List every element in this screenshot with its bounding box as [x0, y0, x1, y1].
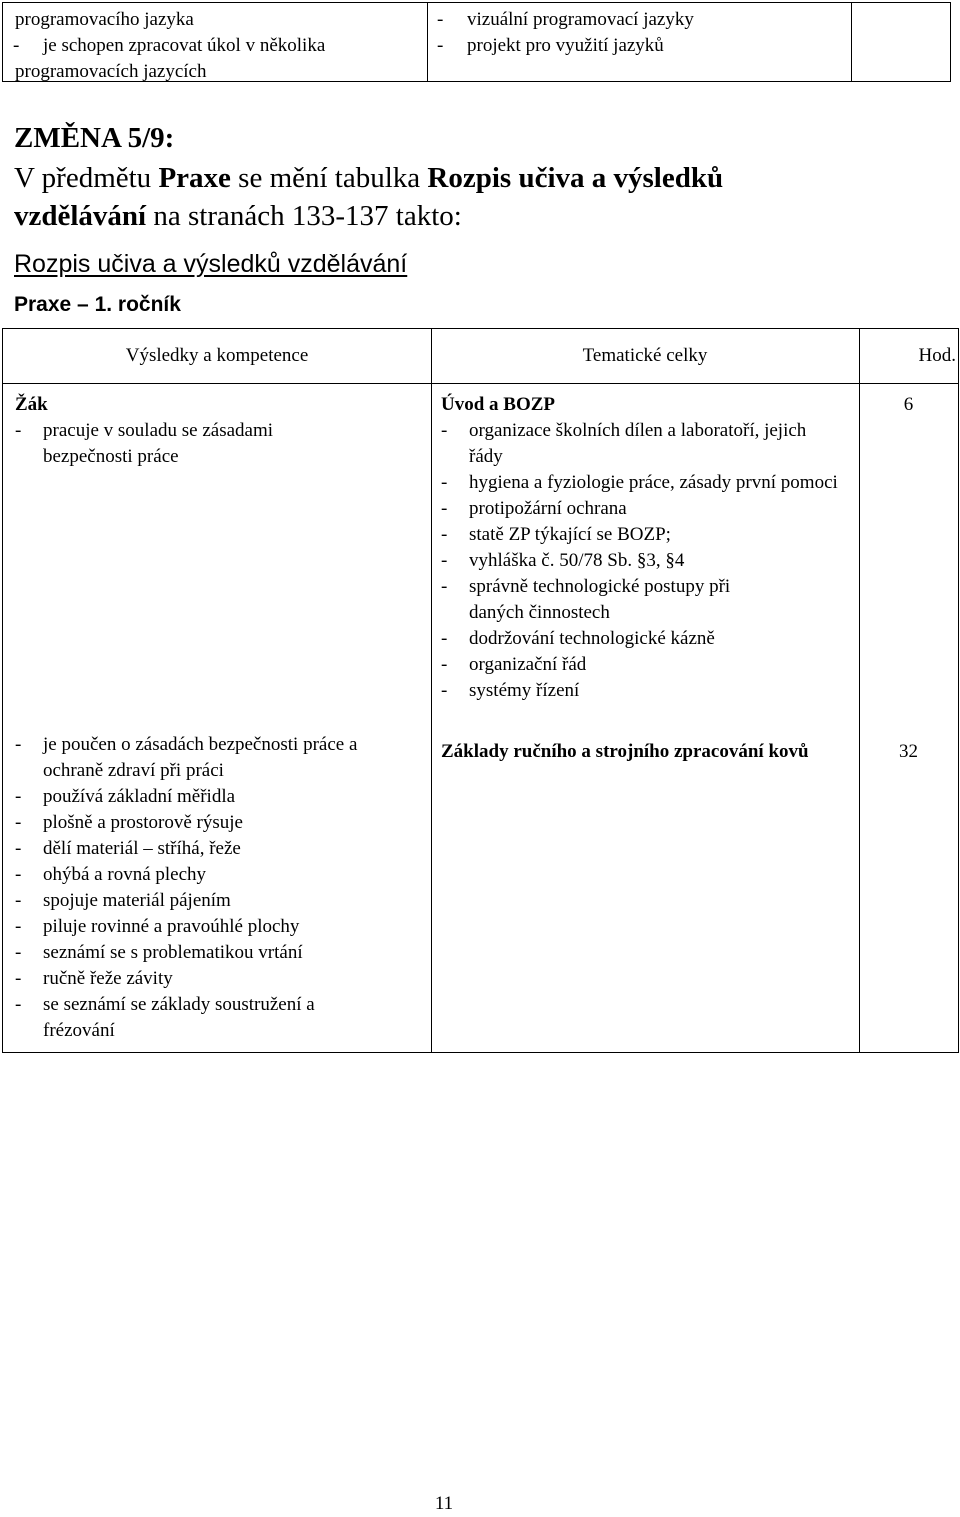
left-cell-line: programovacího jazyka: [15, 9, 194, 30]
column-divider: [427, 3, 428, 81]
change-line-1: V předmětu Praxe se mění tabulka Rozpis učiva a výsledků: [14, 162, 724, 194]
section-title: Rozpis učiva a výsledků vzdělávání: [14, 250, 408, 278]
list-item: - protipožární ochrana: [441, 496, 846, 522]
list-item: - seznámí se s problematikou vrtání: [15, 940, 415, 966]
list-item: - pracuje v souladu se zásadami bezpečnosti práce: [15, 418, 415, 470]
list-item: - ručně řeže závity: [15, 966, 415, 992]
list-item: - systémy řízení: [441, 678, 846, 704]
list-item: - organizace školních dílen a laboratoří, jejich řády: [441, 418, 846, 470]
column-divider: [859, 329, 860, 1052]
left-cell-line: je schopen zpracovat úkol v několika: [43, 35, 326, 56]
column-divider: [851, 3, 852, 81]
column-divider: [431, 329, 432, 1052]
results-list: [15, 732, 415, 1044]
list-item: - statě ZP týkající se BOZP;: [441, 522, 846, 548]
header-hours: Hod.: [918, 345, 956, 366]
list-item: - ohýbá a rovná plechy: [15, 862, 415, 888]
continuation-table: [2, 2, 951, 82]
row1-results: [15, 392, 415, 470]
row2-results: [15, 732, 415, 1044]
list-item: - dělí materiál – stříhá, řeže: [15, 836, 415, 862]
list-item: - správně technologické postupy při daných činnostech: [441, 574, 846, 626]
topic-title: Základy ručního a strojního zpracování kovů: [441, 741, 809, 762]
subject-line: Praxe – 1. ročník: [14, 293, 181, 316]
page-number: 11: [434, 1493, 454, 1514]
pupil-label: Žák: [15, 394, 48, 415]
change-line-2: vzdělávání na stranách 133-137 takto:: [14, 200, 462, 232]
topic-title: Úvod a BOZP: [441, 394, 556, 415]
change-title: ZMĚNA 5/9:: [14, 122, 175, 154]
header-results: Výsledky a kompetence: [125, 345, 309, 366]
list-item: - hygiena a fyziologie práce, zásady první pomoci: [441, 470, 846, 496]
hours-value: 6: [903, 394, 914, 415]
dash: -: [437, 35, 444, 56]
list-item: - dodržování technologické kázně: [441, 626, 846, 652]
list-item: - spojuje materiál pájením: [15, 888, 415, 914]
list-item: - plošně a prostorově rýsuje: [15, 810, 415, 836]
right-cell-line: projekt pro využití jazyků: [467, 35, 664, 56]
results-list: [15, 418, 415, 470]
list-item: - používá základní měřidla: [15, 784, 415, 810]
dash: -: [13, 35, 20, 56]
row1-topics: [441, 392, 846, 704]
list-item: - piluje rovinné a pravoúhlé plochy: [15, 914, 415, 940]
right-cell-line: vizuální programovací jazyky: [467, 9, 694, 30]
list-item: - je poučen o zásadách bezpečnosti práce a ochraně zdraví při práci: [15, 732, 415, 784]
header-divider: [3, 383, 958, 384]
header-topics: Tematické celky: [582, 345, 708, 366]
list-item: - organizační řád: [441, 652, 846, 678]
left-cell-line: programovacích jazycích: [15, 61, 207, 82]
curriculum-table: [2, 328, 959, 1053]
list-item: - se seznámí se základy soustružení a frézování: [15, 992, 415, 1044]
list-item: - vyhláška č. 50/78 Sb. §3, §4: [441, 548, 846, 574]
topics-list: [441, 418, 846, 704]
hours-value: 32: [899, 741, 918, 762]
dash: -: [437, 9, 444, 30]
